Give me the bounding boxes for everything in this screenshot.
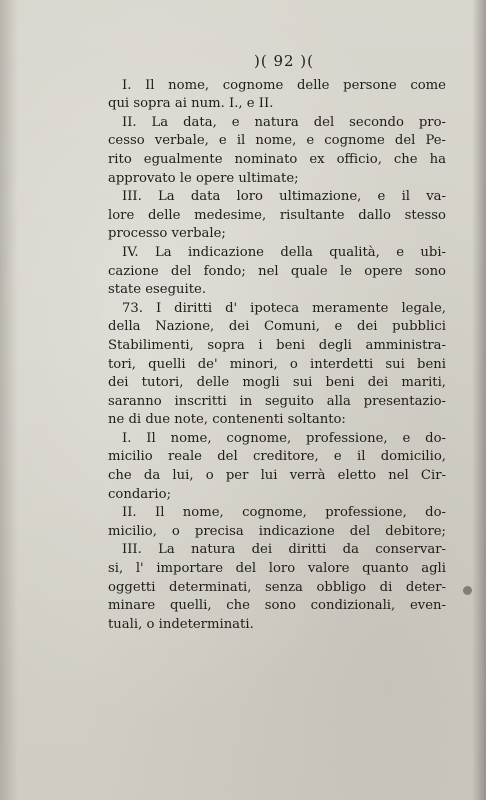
text-line: III. La natura dei diritti da conservar- <box>122 542 446 558</box>
ink-spot <box>463 586 472 595</box>
text-line: Stabilimenti, sopra i beni degli amministra- <box>108 337 446 353</box>
text-line: III. La data loro ultimazione, e il va- <box>122 189 446 205</box>
text-lines <box>108 77 446 635</box>
text-line: micilio reale del creditore, e il domicilio, <box>108 449 446 465</box>
page-shadow-right <box>472 0 486 800</box>
text-line: si, l' importare del loro valore quanto agli <box>108 561 446 577</box>
page-number: )( 92 )( <box>253 52 315 70</box>
text-line: state eseguite. <box>108 282 207 298</box>
text-line: qui sopra ai num. I., e II. <box>108 96 274 112</box>
text-line: lore delle medesime, risultante dallo stesso <box>108 207 446 223</box>
text-line: cazione del fondo; nel quale le opere sono <box>108 263 446 279</box>
page-text <box>108 52 446 634</box>
text-line: II. Il nome, cognome, professione, do- <box>122 505 446 521</box>
text-line: che da lui, o per lui verrà eletto nel Cir- <box>108 468 446 484</box>
text-line: dei tutori, delle mogli sui beni dei mariti, <box>108 375 446 391</box>
text-line: tori, quelli de' minori, o interdetti sui beni <box>108 356 446 372</box>
text-line: minare quelli, che sono condizionali, even- <box>108 598 446 614</box>
text-line: I. Il nome, cognome delle persone come <box>122 77 446 93</box>
text-line: I. Il nome, cognome, professione, e do- <box>122 430 446 446</box>
text-line: ne di due note, contenenti soltanto: <box>108 412 346 428</box>
text-line: processo verbale; <box>108 226 226 242</box>
text-line: oggetti determinati, senza obbligo di deter- <box>108 579 446 595</box>
text-line: tuali, o indeterminati. <box>108 616 254 632</box>
text-line: rito egualmente nominato ex officio, che ha <box>108 151 446 167</box>
text-line: saranno inscritti in seguito alla presentazio- <box>108 393 446 409</box>
text-line: 73. I diritti d' ipoteca meramente legale, <box>122 300 446 316</box>
text-line: condario; <box>108 486 172 502</box>
text-line: cesso verbale, e il nome, e cognome del Pe- <box>108 133 446 149</box>
text-line: della Nazione, dei Comuni, e dei pubblici <box>108 319 446 335</box>
text-line: micilio, o precisa indicazione del debitore; <box>108 523 446 539</box>
text-line: II. La data, e natura del secondo pro- <box>122 114 446 130</box>
page-shadow-left <box>0 0 18 800</box>
text-line: IV. La indicazione della qualità, e ubi- <box>122 244 446 260</box>
text-line: approvato le opere ultimate; <box>108 170 299 186</box>
